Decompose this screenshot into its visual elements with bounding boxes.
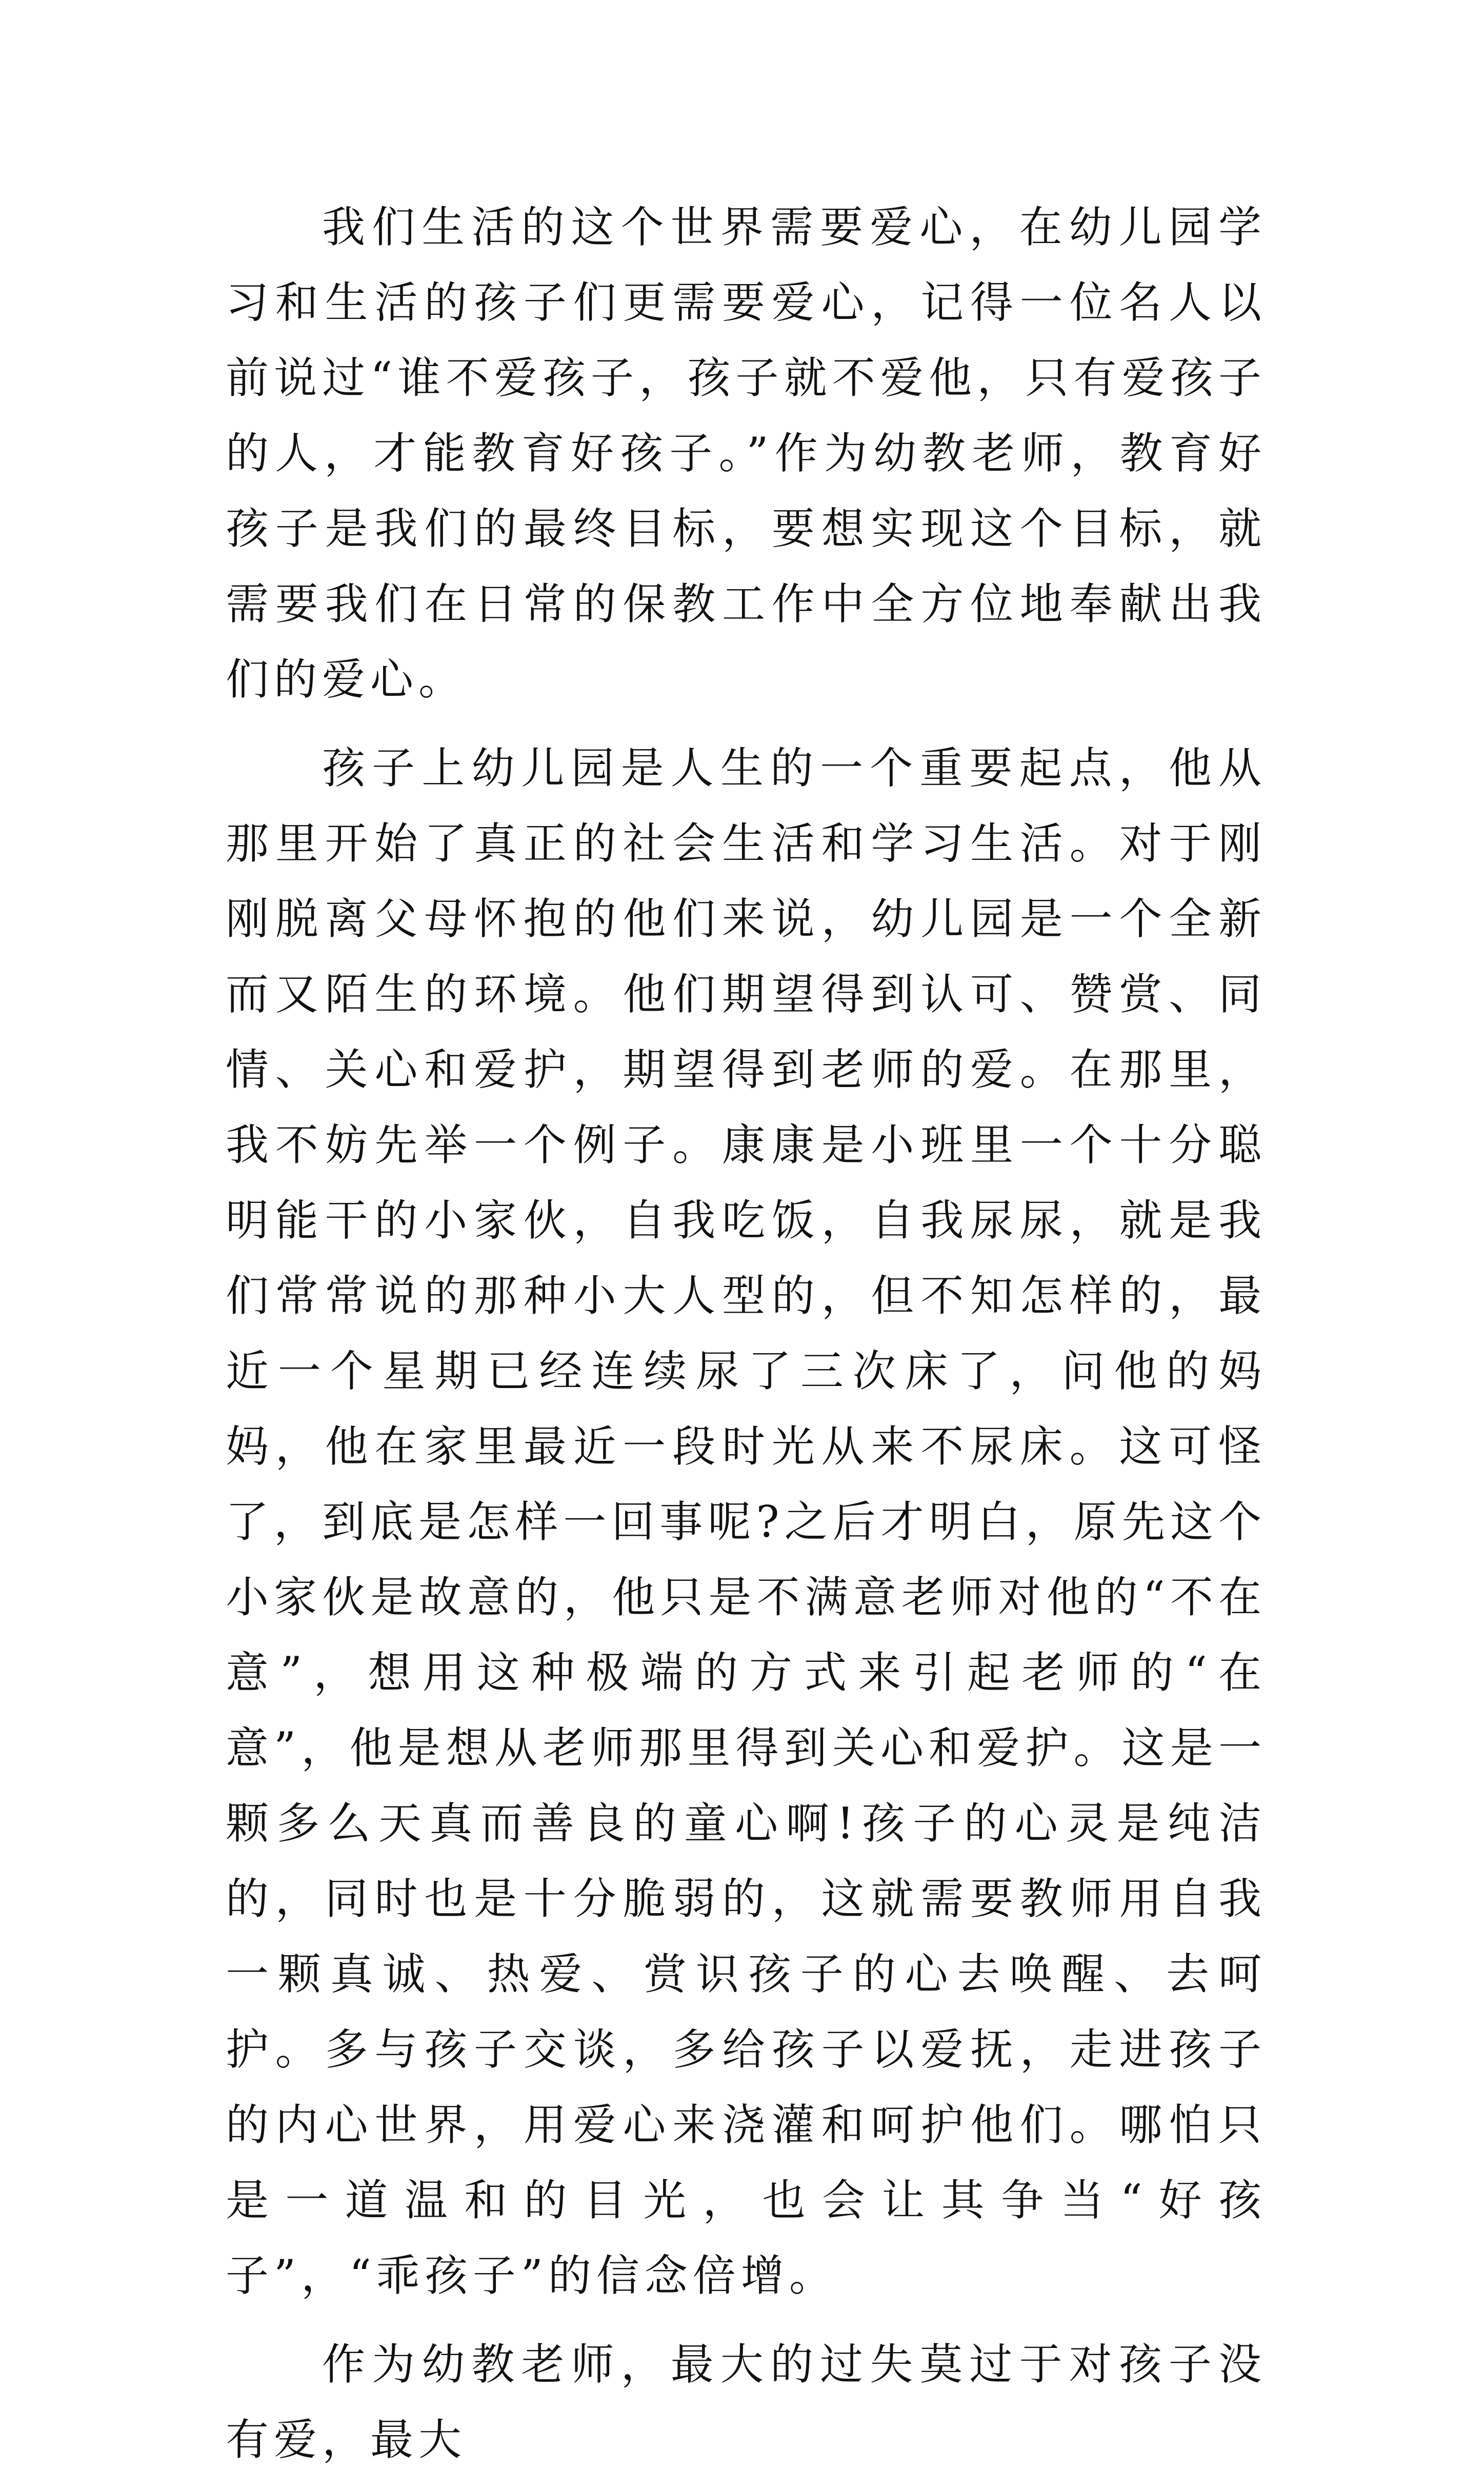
document-body xyxy=(226,190,1267,2491)
paragraph: 孩子上幼儿园是人生的一个重要起点，他从那里开始了真正的社会生活和学习生活。对于刚刚脱离父母怀抱的他们来说，幼儿园是一个全新而又陌生的环境。他们期望得到认可、赞赏、同情、关心和爱护，期望得到老师的爱。在那里，我不妨先举一个例子。康康是小班里一个十分聪明能干的小家伙，自我吃饭，自我尿尿，就是我们常常说的那种小大人型的，但不知怎样的，最近一个星期已经连续尿了三次床了，问他的妈妈，他在家里最近一段时光从来不尿床。这可怪了，到底是怎样一回事呢?之后才明白，原先这个小家伙是故意的，他只是不满意老师对他的“不在意”，想用这种极端的方式来引起老师的“在意”，他是想从老师那里得到关心和爱护。这是一颗多么天真而善良的童心啊!孩子的心灵是纯洁的，同时也是十分脆弱的，这就需要教师用自我一颗真诚、热爱、赏识孩子的心去唤醒、去呵护。多与孩子交谈，多给孩子以爱抚，走进孩子的内心世界，用爱心来浇灌和呵护他们。哪怕只是一道温和的目光，也会让其争当“好孩子”，“乖孩子”的信念倍增。 xyxy=(226,743,1267,2301)
paragraph: 我们生活的这个世界需要爱心，在幼儿园学习和生活的孩子们更需要爱心，记得一位名人以前说过“谁不爱孩子，孩子就不爱他，只有爱孩子的人，才能教育好孩子。”作为幼教老师，教育好孩子是我们的最终目标，要想实现这个目标，就需要我们在日常的保教工作中全方位地奉献出我们的爱心。 xyxy=(226,202,1267,705)
paragraph: 作为幼教老师，最大的过失莫过于对孩子没有爱，最大 xyxy=(226,2339,1267,2465)
